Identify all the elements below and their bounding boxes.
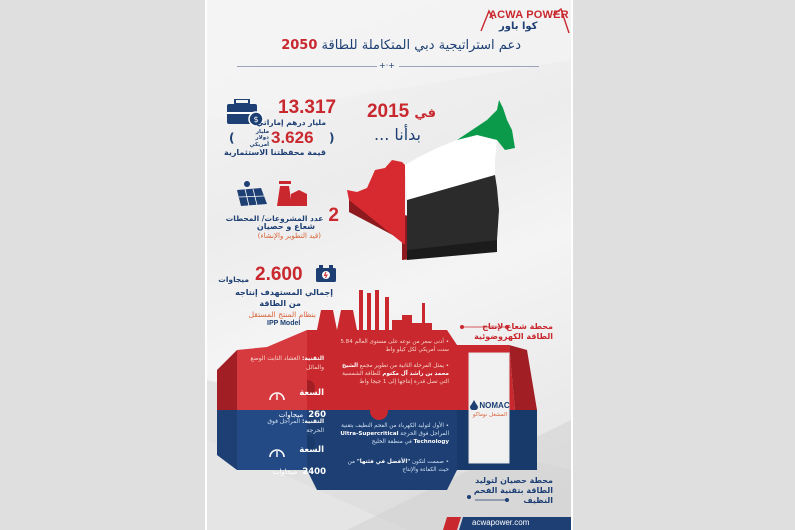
poster-canvas <box>207 0 571 530</box>
bullet-text: يمثل المرحلة الثانية من تطوير مجمع <box>358 363 444 369</box>
bullet-text: للطاقة الشمسية التي تصل قدرة إنتاجها إلى 1 جيجا واط <box>342 371 449 386</box>
projects-status: (قيد التطوير والإنشاء) <box>257 232 321 240</box>
capacity-label-1: إجمالي المستهدف إنتاجه <box>235 288 333 297</box>
intro-heading <box>367 102 436 121</box>
hassyan-capacity-value: 2400 <box>302 467 326 477</box>
paren-close: ) <box>329 131 335 145</box>
hassyan-bullet-2: • صممت لتكون "الأفضل في فئتها" من حيث الكفاءة والإنتاج <box>347 459 449 474</box>
power-plant-icon <box>273 178 309 206</box>
bullet-text: الأول لتوليد الكهرباء من الفحم النظيف بتقنية المراجل فوق الحرجة <box>341 423 449 438</box>
projects-names: شعاع و حصيان <box>256 222 315 231</box>
hassyan-bullet-1: • الأول لتوليد الكهرباء من الفحم النظيف بتقنية المراجل فوق الحرجة Ultra-Supercritical Technology في منطقة الخليج <box>340 423 449 446</box>
capacity-unit: ميجاوات <box>218 275 249 284</box>
capacity-model-en: IPP Model <box>267 320 301 327</box>
bullet-text: صممت لتكون <box>410 459 444 465</box>
title-text: دعم استراتيجية دبي المتكاملة للطاقة <box>321 38 521 53</box>
projects-label: عدد المشروعات/ المحطات <box>225 214 324 223</box>
bullet-text: من حيث الكفاءة والإنتاج <box>347 459 449 474</box>
nomac-logo <box>469 400 511 410</box>
shuaa-capacity-label: السعة <box>299 388 324 398</box>
hassyan-tech-label: التقنية: <box>301 418 324 425</box>
shuaa-capacity-value: 260 <box>308 410 326 420</box>
svg-text:$: $ <box>253 115 259 124</box>
hassyan-capacity-unit: ميجاوات <box>272 468 298 476</box>
logo-text-en: ACWA POWER <box>489 9 569 21</box>
capacity-label-2: من الطاقة <box>259 299 301 308</box>
uae-flag-map <box>347 100 517 275</box>
portfolio-caption: قيمة محفظتنا الاستثمارية <box>223 148 326 157</box>
intro-subtitle: بدأنا ... <box>374 125 421 144</box>
shuaa-tech-label: التقنية: <box>301 355 324 362</box>
usd-unit-line-2: دولار أمريكي <box>249 135 269 148</box>
shuaa-technology <box>249 355 324 372</box>
divider-left <box>237 66 377 67</box>
nomac-brand: NOMAC <box>479 400 510 410</box>
portfolio-aed-unit: مليار درهم إماراتي <box>256 118 326 127</box>
divider-right <box>399 66 539 67</box>
gauge-icon <box>268 388 286 402</box>
capacity-value: 2.600 <box>255 264 303 285</box>
battery-icon <box>315 265 337 283</box>
intro-year: 2015 <box>366 101 410 122</box>
divider-ornament: +·+ <box>379 61 395 70</box>
intro-prefix: في <box>414 106 436 121</box>
paren-open: ( <box>229 131 235 145</box>
shuaa-bullet-2: • يمثل المرحلة الثانية من تطوير مجمع الشيخ محمد بن راشد آل مكتوم للطاقة الشمسية التي تصل قدرة إنتاجها إلى 1 جيجا واط <box>341 363 449 386</box>
hassyan-tech-value: المراجل فوق الحرجة <box>267 418 324 434</box>
bullet-text: في منطقة الخليج <box>371 439 414 446</box>
usd-unit-line-1: مليار <box>255 129 269 135</box>
hassyan-plant-title: محطة حصيان لتوليد الطاقة بتقنية الفحم النظيف <box>473 476 553 505</box>
bullet-bold: Ultra-Supercritical Technology <box>340 431 449 446</box>
operator-label: المشغل نوماكو <box>472 412 508 418</box>
hassyan-capacity-label: السعة <box>299 445 324 455</box>
capacity-model-ar: بنظام المنتج المستقل <box>248 310 316 319</box>
shuaa-plant-title: محطة شعاع لإنتاج الطاقة الكهروضوئية <box>474 322 553 341</box>
hassyan-technology <box>249 418 324 435</box>
title-year: 2050 <box>281 38 318 53</box>
bullet-text: أدنى سعر من نوعه على مستوى العالم 5.84 سنت أمريكي لكل كيلو واط <box>340 339 449 354</box>
logo-text-ar: كوا باور <box>499 21 538 32</box>
bullet-bold: "الأفضل في فئتها" <box>356 459 411 465</box>
shuaa-capacity-unit: ميجاوات <box>278 411 304 419</box>
projects-count: 2 <box>328 205 339 226</box>
portfolio-usd-unit <box>239 129 269 148</box>
shuaa-tech-value: العشاد الثابت الوضع والمائل <box>250 355 324 371</box>
hassyan-capacity <box>273 459 326 478</box>
bullet-bold: الشيخ محمد بن راشد آل مكتوم <box>341 363 449 378</box>
solar-panel-icon <box>235 180 271 206</box>
infographic-poster <box>205 0 573 530</box>
shuaa-bullet-1: • أدنى سعر من نوعه على مستوى العالم 5.84 سنت أمريكي لكل كيلو واط <box>340 339 449 354</box>
gauge-icon <box>268 445 286 459</box>
droplet-icon <box>470 400 478 410</box>
portfolio-usd-row <box>229 128 349 150</box>
portfolio-aed-value: 13.317 <box>278 97 337 118</box>
page-title <box>281 38 521 53</box>
portfolio-usd-value: 3.626 <box>271 128 314 147</box>
footer-url[interactable]: acwapower.com <box>472 518 530 527</box>
operator-badge <box>469 400 511 418</box>
